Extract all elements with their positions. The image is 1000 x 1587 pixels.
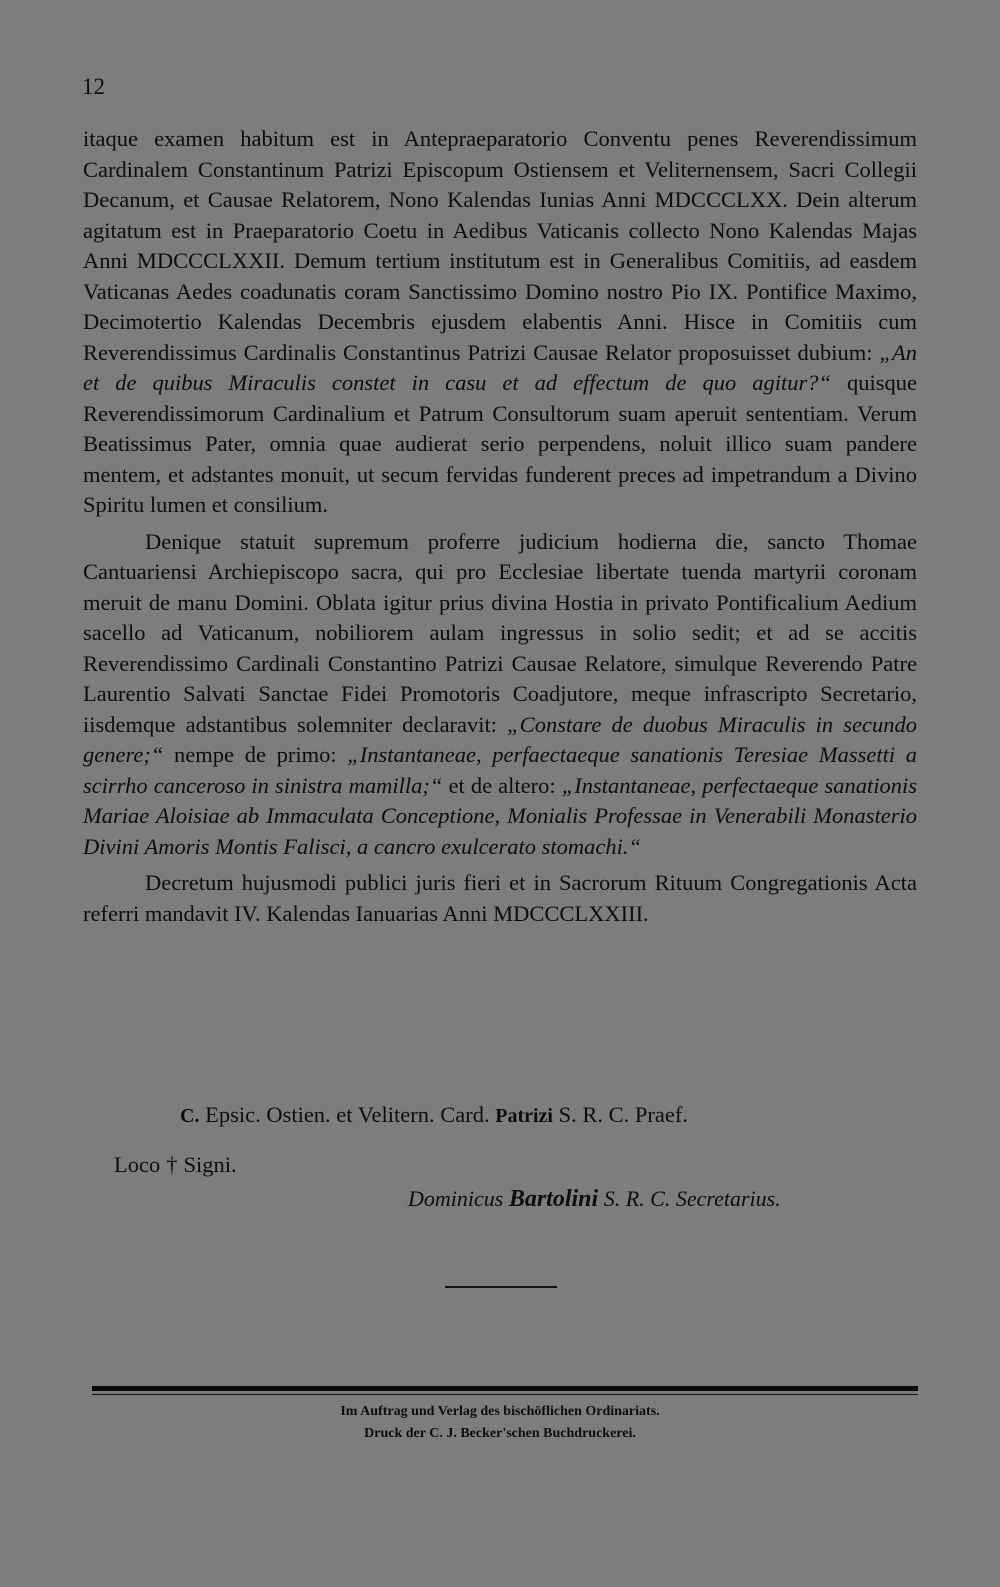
footer-rule-thin (92, 1394, 918, 1395)
paragraph-text: et de altero: (442, 772, 562, 798)
page-number: 12 (82, 74, 105, 99)
footer-rule-thick (92, 1386, 918, 1391)
paragraph (83, 527, 917, 863)
cardinal-signature (180, 1102, 688, 1128)
cardinal-title: Epsic. Ostien. et Velitern. Card. (205, 1102, 490, 1127)
imprint-printer: Druck der C. J. Becker'schen Buchdruckerei. (364, 1426, 636, 1441)
latin-quotation: „Instantaneae, perfaectaeque sanationis Teresiae Massetti a scirrho canceroso in sinistra mamilla;“ (83, 742, 917, 798)
loco-signi (114, 1152, 237, 1178)
secretary-office: S. R. C. Secretarius. (603, 1186, 781, 1211)
loco-word: Loco (114, 1152, 161, 1177)
paragraph-text: itaque examen habitum est in Antepraeparatorio Conventu penes Reverendissimum Cardinalem Constantinum Patrizi Episcopum Ostiensem et Veliternensem, Sacri Collegii Decanum, et Causae Relatorem, Nono Kalendas Iunias Anni MDCCCLXX. Dein alterum agitatum est in Praeparatorio Coetu in Aedibus Vaticanis collecto Nono Kalendas Majas Anni MDCCCLXXII. Demum tertium institutum est in Generalibus Comitiis, ad easdem Vaticanas Aedes coadunatis coram Sanctissimo Domino nostro Pio IX. Pontifice Maximo, Decimotertio Kalendas Decembris ejusdem elabentis Anni. Hisce in Comitiis cum Reverendissimus Cardinalis Constantinus Patrizi Causae Relator proposuisset dubium: (83, 126, 917, 365)
paragraph-text: nempe de primo: (163, 742, 348, 767)
paragraph (83, 868, 917, 929)
short-divider (445, 1286, 557, 1288)
secretary-first-name: Dominicus (408, 1186, 504, 1211)
paragraph (83, 124, 917, 521)
signi-word: Signi. (183, 1152, 237, 1177)
latin-quotation: „Instantaneae, perfectaeque sanationis Mariae Aloisiae ab Immaculata Conceptione, Monialis Professae in Venerabili Monasterio Divini Amoris Montis Falisci, a cancro exulcerato stomachi.“ (83, 772, 917, 859)
cardinal-office: S. R. C. Praef. (558, 1102, 688, 1127)
paragraph-text: Decretum hujusmodi publici juris fieri et in Sacrorum Rituum Congregationis Acta referri mandavit IV. Kalendas Ianuarias Anni MDCCCLXXIII. (83, 870, 917, 926)
latin-quotation: „An et de quibus Miraculis constet in casu et ad effectum de quo agitur?“ (83, 339, 917, 395)
cross-icon: † (166, 1152, 178, 1177)
latin-quotation: „Constare de duobus Miraculis in secundo genere;“ (83, 711, 917, 767)
paragraph-text: Denique statuit supremum proferre judicium hodierna die, sancto Thomae Cantuariensi Archiepiscopo sacra, qui pro Ecclesiae libertate tuenda martyrii coronam meruit de manu Domini. Oblata igitur prius divina Hostia in privato Pontificalium Aedium sacello ad Vaticanum, nobiliorem aulam ingressus in solio sedit; et ad se accitis Reverendissimo Cardinali Constantino Patrizi Causae Relatore, simulque Reverendo Patre Laurentio Salvati Sanctae Fidei Promotoris Coadjutore, meque infrascripto Secretario, iisdemque adstantibus solemniter declaravit: (83, 528, 917, 737)
imprint-publisher: Im Auftrag und Verlag des bischöflichen Ordinariats. (340, 1404, 660, 1419)
cardinal-name: Patrizi (495, 1105, 553, 1127)
paragraph-text: quisque Reverendissimorum Cardinalium et Patrum Consultorum suam aperuit sententiam. Verum Beatissimus Pater, omnia quae audierat serio perpendens, noluit illico suam pandere mentem, et adstantes monuit, ut secum fervidas funderent preces ad impetrandum a Divino Spiritu lumen et consilium. (83, 370, 917, 517)
secretary-name: Bartolini (508, 1186, 599, 1212)
secretary-signature (408, 1186, 781, 1213)
decree-body (83, 124, 917, 929)
cardinal-initial: C. (180, 1105, 200, 1127)
